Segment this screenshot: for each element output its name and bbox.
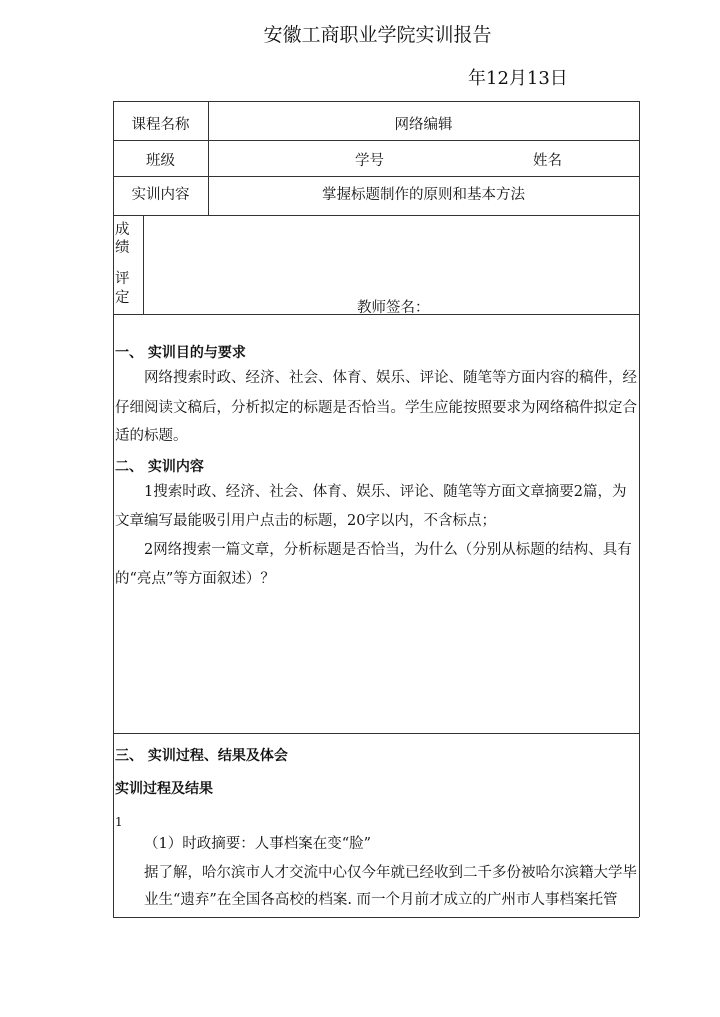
section3-line-2: 据了解，哈尔滨市人才交流中心仅今年就已经收到二千多份被哈尔滨籍大学毕: [144, 865, 637, 881]
grade-char-4: 定: [115, 290, 130, 306]
teacher-signature-label: 教师签名：: [357, 300, 430, 316]
grade-char-2: 绩: [115, 240, 130, 256]
section2-line-3: 2网络搜索一篇文章，分析标题是否恰当，为什么（分别从标题的结构、具有: [144, 542, 632, 558]
section3-line-3: 业生“遗弃”在全国各高校的档案. 而一个月前才成立的广州市人事档案托管: [144, 892, 618, 908]
section2-line-2: 文章编写最能吸引用户点击的标题，20字以内，不含标点；: [115, 513, 496, 529]
section2-heading: 二、 实训内容: [115, 459, 204, 475]
section3-subheading: 实训过程及结果: [115, 781, 213, 797]
training-content-value: 掌握标题制作的原则和基本方法: [322, 187, 525, 203]
training-content-label: 实训内容: [131, 187, 190, 203]
section2-line-4: 的“亮点”等方面叙述）？: [115, 571, 275, 587]
class-label: 班级: [146, 153, 175, 169]
report-title: 安徽工商职业学院实训报告: [263, 24, 492, 46]
student-name-label: 姓名: [533, 153, 562, 169]
course-name-value: 网络编辑: [394, 117, 453, 133]
section1-line-3: 适的标题。: [115, 428, 188, 444]
item-number: 1: [115, 815, 123, 829]
section3-line-1: （1）时政摘要：人事档案在变“脸”: [144, 836, 372, 852]
section1-heading: 一、 实训目的与要求: [115, 345, 246, 361]
section1-line-1: 网络搜索时政、经济、社会、体育、娱乐、评论、随笔等方面内容的稿件，经: [144, 370, 637, 386]
section2-line-1: 1搜索时政、经济、社会、体育、娱乐、评论、随笔等方面文章摘要2篇，为: [144, 484, 627, 500]
student-id-label: 学号: [355, 153, 384, 169]
course-name-label: 课程名称: [131, 117, 190, 133]
report-date: 年12月13日: [468, 68, 568, 89]
grade-char-1: 成: [115, 222, 130, 238]
section3-heading: 三、 实训过程、结果及体会: [115, 748, 288, 764]
grade-char-3: 评: [115, 271, 130, 287]
section1-line-2: 仔细阅读文稿后，分析拟定的标题是否恰当。学生应能按照要求为网络稿件拟定合: [115, 400, 637, 416]
